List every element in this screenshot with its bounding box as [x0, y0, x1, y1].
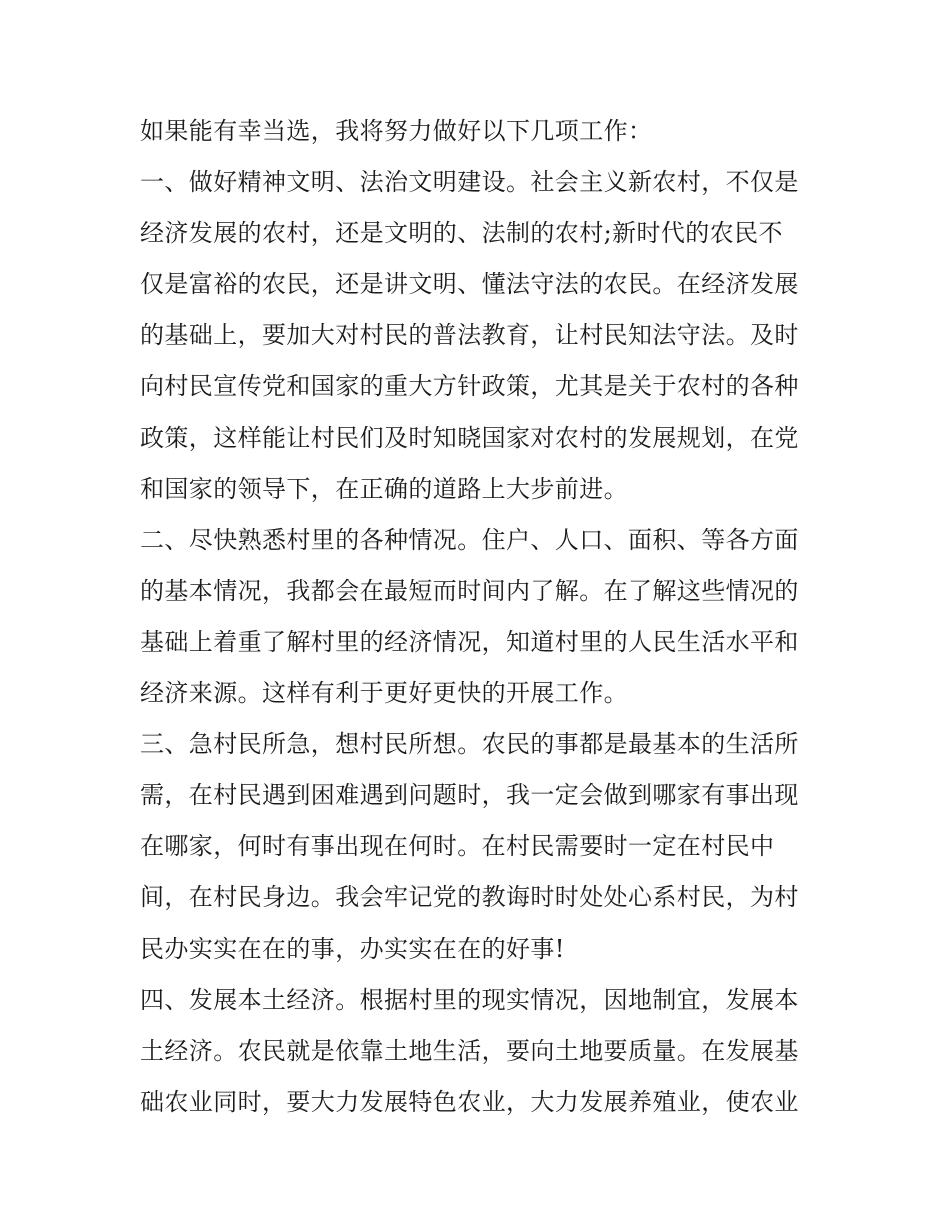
text-line-9: 二、尽快熟悉村里的各种情况。住户、人口、面积、等各方面	[140, 525, 799, 554]
text-line-4: 仅是富裕的农民，还是讲文明、懂法守法的农民。在经济发展	[140, 270, 799, 299]
text-line-13: 三、急村民所急，想村民所想。农民的事都是最基本的生活所	[140, 730, 799, 759]
text-line-19: 土经济。农民就是依靠土地生活，要向土地要质量。在发展基	[140, 1036, 799, 1065]
text-line-2: 一、做好精神文明、法治文明建设。社会主义新农村，不仅是	[140, 168, 799, 197]
text-line-20: 础农业同时，要大力发展特色农业，大力发展养殖业，使农业	[140, 1087, 799, 1116]
text-line-3: 经济发展的农村，还是文明的、法制的农村;新时代的农民不	[140, 219, 783, 248]
document-body	[140, 106, 820, 1128]
text-line-11: 基础上着重了解村里的经济情况，知道村里的人民生活水平和	[140, 627, 799, 656]
text-line-8: 和国家的领导下，在正确的道路上大步前进。	[140, 474, 628, 503]
text-line-10: 的基本情况，我都会在最短而时间内了解。在了解这些情况的	[140, 576, 799, 605]
text-line-15: 在哪家，何时有事出现在何时。在村民需要时一定在村民中	[140, 832, 775, 861]
text-line-7: 政策，这样能让村民们及时知晓国家对农村的发展规划，在党	[140, 423, 799, 452]
text-line-1: 如果能有幸当选，我将努力做好以下几项工作：	[140, 117, 653, 145]
text-line-18: 四、发展本土经济。根据村里的现实情况，因地制宜，发展本	[140, 985, 799, 1014]
text-line-6: 向村民宣传党和国家的重大方针政策，尤其是关于农村的各种	[140, 372, 799, 401]
text-line-16: 间，在村民身边。我会牢记党的教诲时时处处心系村民，为村	[140, 883, 799, 912]
text-line-12: 经济来源。这样有利于更好更快的开展工作。	[140, 679, 628, 708]
text-line-17: 民办实实在在的事，办实实在在的好事!	[140, 934, 565, 963]
text-line-5: 的基础上，要加大对村民的普法教育，让村民知法守法。及时	[140, 321, 799, 350]
text-line-14: 需，在村民遇到困难遇到问题时，我一定会做到哪家有事出现	[140, 781, 799, 810]
